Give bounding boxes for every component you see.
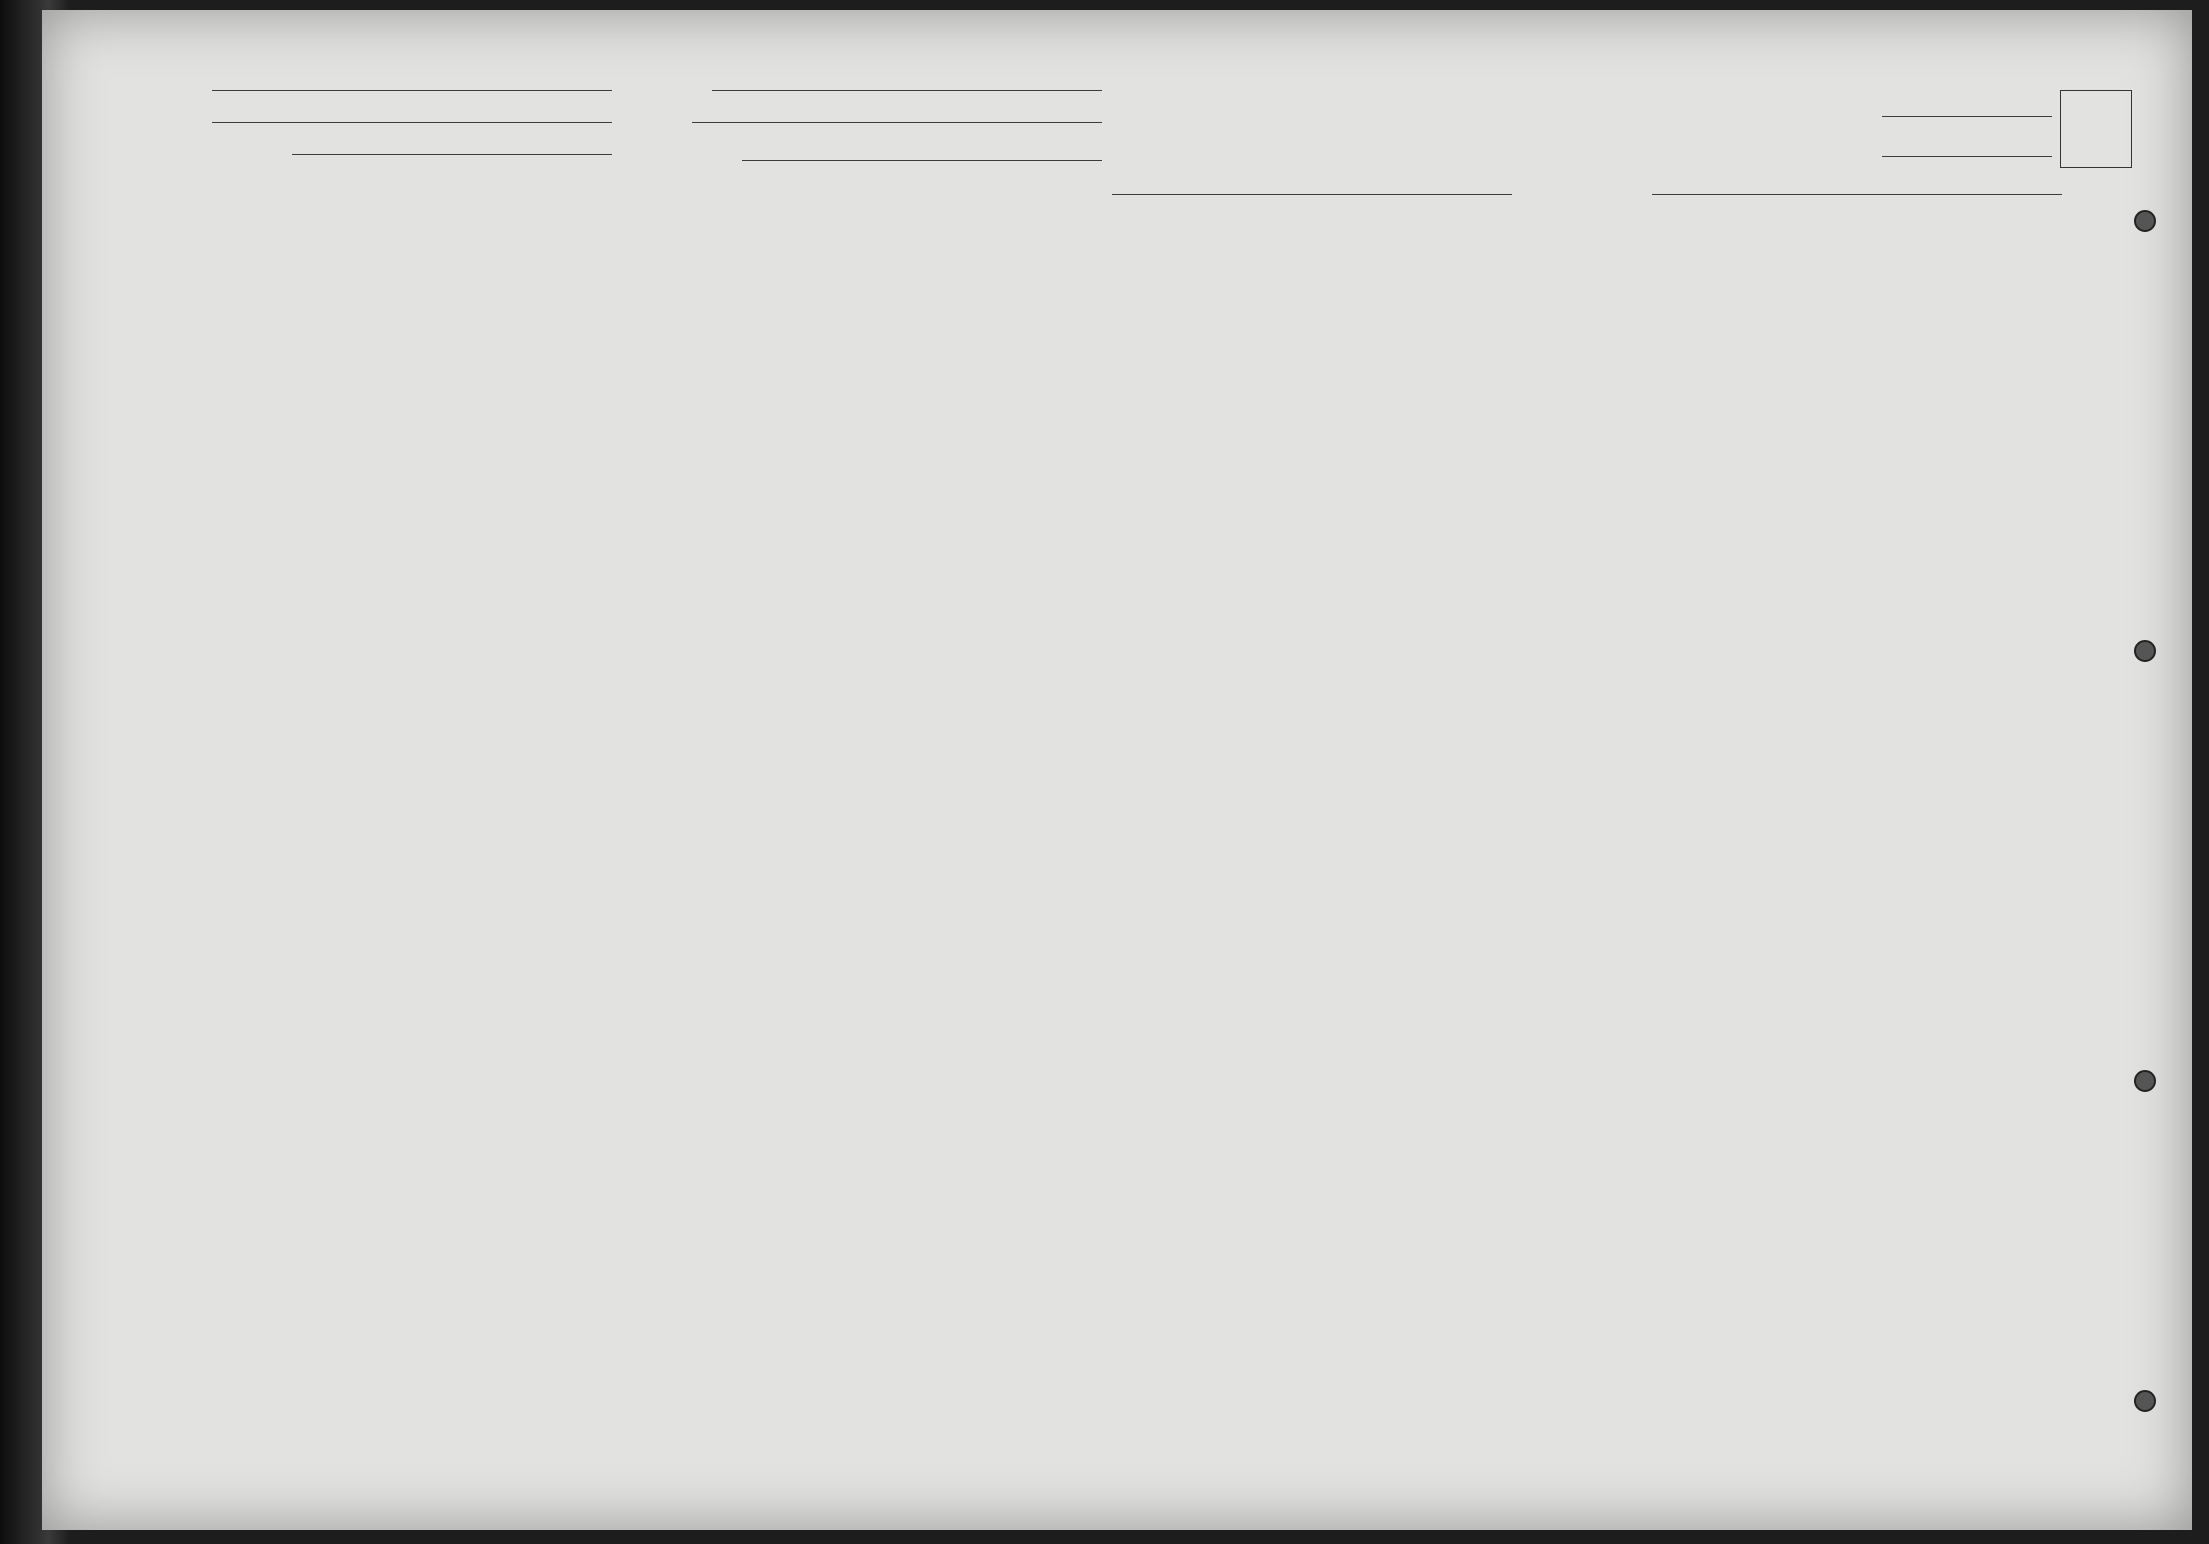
binding-hole <box>2134 640 2156 662</box>
binding-hole <box>2134 1070 2156 1092</box>
binding-hole <box>2134 210 2156 232</box>
table-grid <box>42 10 2192 1530</box>
binding-hole <box>2134 1390 2156 1412</box>
census-sheet <box>42 10 2192 1530</box>
